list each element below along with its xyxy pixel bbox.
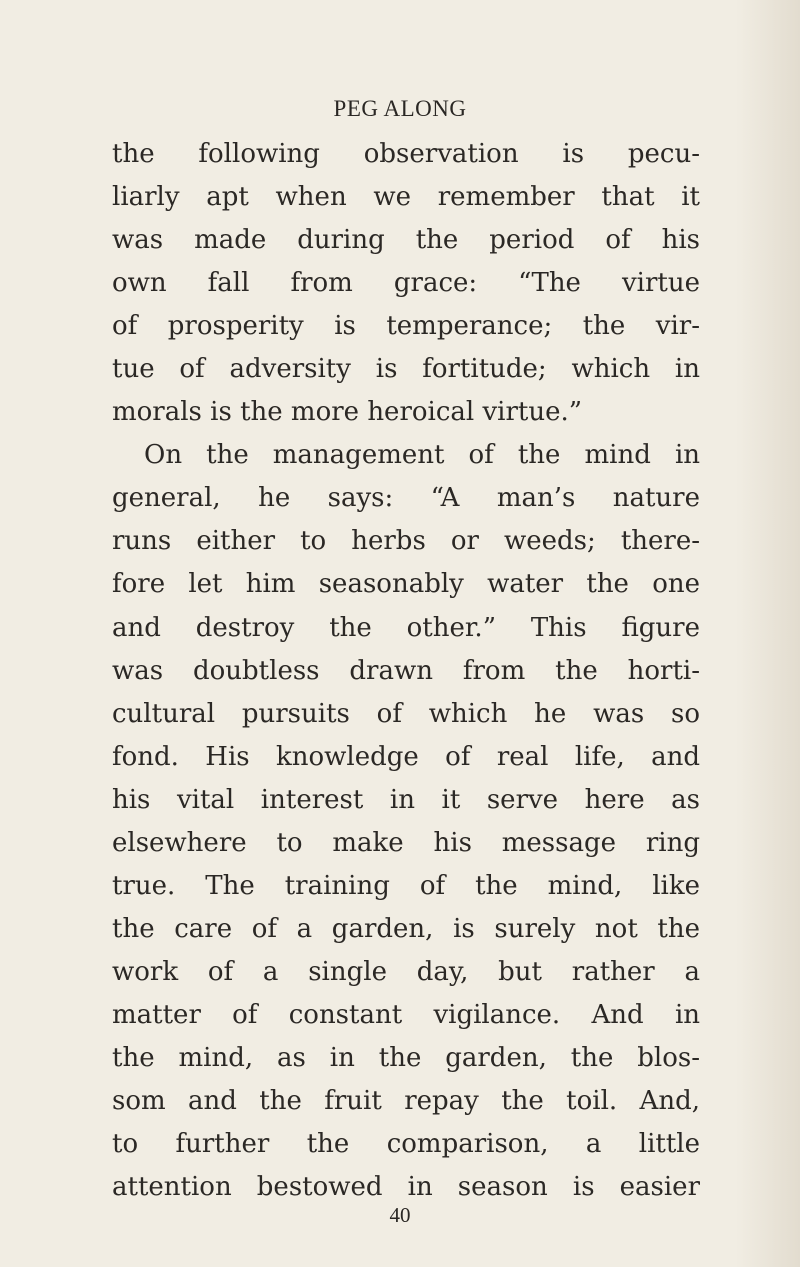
text-line: to further the comparison, a little: [112, 1129, 700, 1160]
text-line: runs either to herbs or weeds; there-: [112, 526, 700, 557]
text-line: matter of constant vigilance. And in: [112, 999, 700, 1030]
text-line: work of a single day, but rather a: [112, 956, 700, 987]
text-line: fore let him seasonably water the one: [112, 569, 700, 600]
text-line: was made during the period of his: [112, 225, 700, 256]
text-line: elsewhere to make his message ring: [112, 827, 700, 858]
text-line: the following observation is pecu-: [112, 139, 700, 169]
text-line: the mind, as in the garden, the blos-: [112, 1042, 700, 1073]
text-line: true. The training of the mind, like: [112, 870, 700, 901]
text-line: his vital interest in it serve here as: [112, 784, 700, 815]
page-number: 40: [389, 1203, 411, 1227]
body-text: [112, 133, 700, 1209]
text-line: was doubtless drawn from the horti-: [112, 655, 700, 686]
text-line: fond. His knowledge of real life, and: [112, 741, 700, 772]
text-line: tue of adversity is fortitude; which in: [112, 354, 700, 385]
text-line: cultural pursuits of which he was so: [112, 698, 700, 729]
text-line: general, he says: “A man’s nature: [112, 483, 700, 514]
text-line: and destroy the other.” This figure: [112, 612, 700, 643]
text-line: attention bestowed in season is easier: [112, 1172, 700, 1203]
text-line: the care of a garden, is surely not the: [112, 913, 700, 944]
text-line: own fall from grace: “The virtue: [112, 268, 700, 299]
text-line: On the management of the mind in: [144, 440, 700, 471]
text-line: som and the fruit repay the toil. And,: [112, 1086, 700, 1117]
running-header: PEG ALONG: [333, 96, 467, 121]
text-line: morals is the more heroical virtue.”: [112, 397, 583, 428]
text-line: liarly apt when we remember that it: [112, 182, 700, 213]
text-line: of prosperity is temperance; the vir-: [112, 311, 700, 342]
